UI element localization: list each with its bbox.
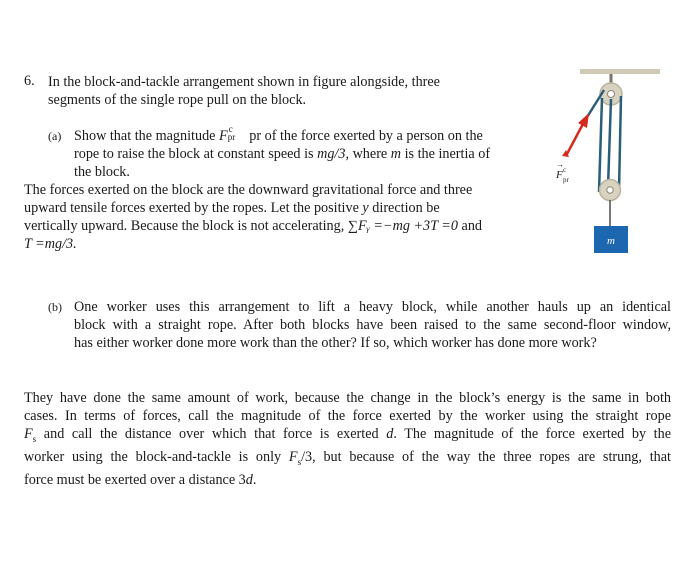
lower-pulley-axle [607,187,613,193]
part-a-l1-post: pr of the force exerted by a person on the [245,128,483,144]
force-symbol: F [219,128,228,144]
problem-number: 6. [24,73,35,89]
answer-b-d: d [386,426,394,442]
answer-b-Fs-sub: s [32,433,37,444]
rope-segment-right [619,96,621,191]
figure-force-sup: c [563,166,567,174]
force-sup: c [228,124,233,134]
mass-block-label: m [607,235,615,247]
answer-a-line-1: The forces exerted on the block are the downward gravitational force and three [24,182,473,198]
part-b-line-3: has either worker done more work than the other? If so, which worker has done more work? [74,335,597,351]
part-a-l2-mid: , where [345,146,391,162]
force-scripts [227,124,246,142]
part-a-line-3: the block. [74,164,130,180]
answer-b-l4-post: /3, but because of the way the three ropes are strung, that [301,448,671,465]
part-a-label: (a) [48,129,62,143]
part-a-line-1 [74,124,490,145]
part-a-l1-pre: Show that the magnitude [74,128,220,144]
answer-b-l3-post: . The magnitude of the force exerted by the [393,426,672,442]
ceiling-bar [580,69,660,74]
answer-a-line-4 [24,235,536,253]
figure-vector-arrow: → [556,160,564,169]
part-b-answer [24,389,671,489]
answer-b-l3-mid: and call the distance over which that force is exerted [36,426,387,442]
pulley-figure [540,60,670,260]
answer-a-l2-pre: upward tensile forces exerted by the ropes. Let the positive [24,200,363,216]
answer-b-line-1: They have done the same amount of work, because the change in the block’s energy is the same in both [24,390,671,406]
tension-result: T =mg/3. [24,236,77,252]
part-a-l2-pre: rope to raise the block at constant speed is [74,146,318,162]
answer-b-Fs2-sub: s [297,456,302,467]
answer-b-l5-post: . [252,471,257,488]
part-a-line-2 [74,145,490,163]
part-b-line-2: block with a straight rope. After both blocks have been raised to the same second-floor window, [74,317,671,333]
rope-segment-middle [608,99,611,187]
part-a-mg3: mg/3 [317,146,346,162]
figure-force-label: F [556,169,563,181]
answer-b-3d: d [245,471,253,488]
answer-b-line-2: cases. In terms of forces, call the magnitude of the force exerted by the worker using the straight rope [24,408,671,424]
upper-pulley-axle [608,91,615,98]
answer-b-Fs2: F [288,448,298,465]
answer-b-l4-pre: worker using the block-and-tackle is only [24,448,289,465]
part-a-answer [24,181,536,253]
figure-force-sub: pr [563,176,569,184]
part-b-label: (b) [48,300,62,314]
part-a-m: m [390,146,402,162]
part-a-question [74,124,491,181]
part-b-line-1: One worker uses this arrangement to lift a heavy block, while another hauls up an identical [74,299,671,315]
problem-intro [48,73,440,109]
answer-b-line-3 [24,425,671,448]
intro-line-1: In the block-and-tackle arrangement shown in figure alongside, three [48,74,440,90]
intro-line-2: segments of the single rope pull on the block. [48,92,307,108]
part-b-question [74,298,671,352]
answer-a-line-2 [24,199,536,217]
force-sub: pr [227,132,236,142]
answer-b-line-5 [24,471,671,489]
answer-a-l2-post: direction be [368,200,440,216]
answer-a-line-3 [24,217,536,235]
force-arrow-head [578,113,589,128]
answer-a-and: and [461,218,483,234]
answer-a-y: y [362,200,369,216]
sum-forces-equation: ∑Fᵧ =−mg +3T =0 [347,218,458,234]
answer-a-l3: vertically upward. Because the block is not accelerating, [24,218,345,234]
answer-b-l5-pre: force must be exerted over a distance 3 [24,471,246,488]
part-a-l2-post: is the inertia of [401,146,491,162]
answer-b-Fs: F [24,426,33,442]
answer-b-line-4 [24,448,671,471]
force-arrow-shaft [567,122,584,154]
rope-segment-left [599,98,602,192]
